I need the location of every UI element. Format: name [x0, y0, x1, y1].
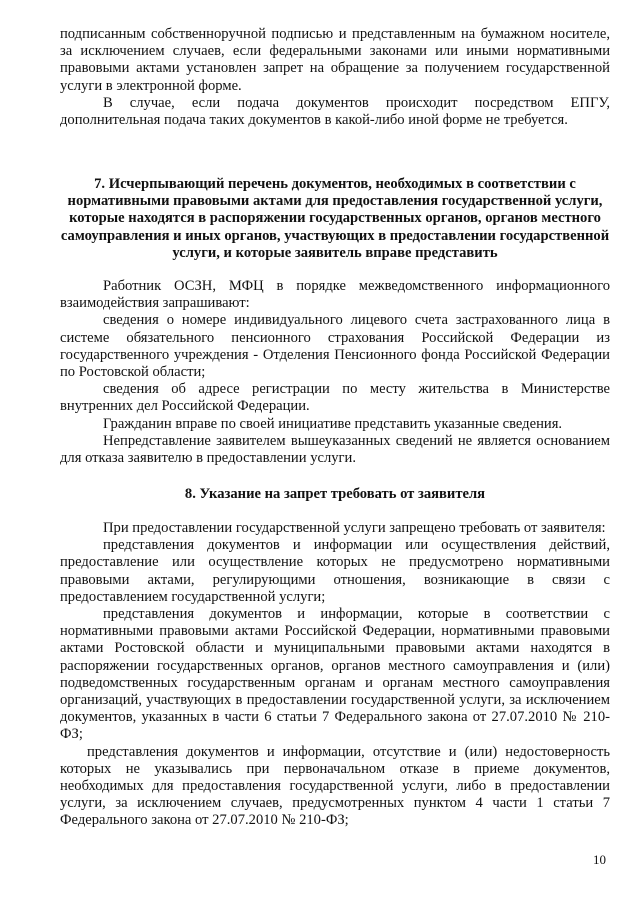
section-7-paragraph-4: Гражданин вправе по своей инициативе представить указанные сведения.	[103, 415, 563, 432]
intro-paragraph-1: подписанным собственноручной подписью и представленным на бумажном носителе, за исключением случаев, если федеральными законами или иными нормативными правовыми актами установлен запрет на обращение за получением государственной услуги в электронной форме.	[60, 26, 610, 94]
section-7-paragraph-5: Непредставление заявителем вышеуказанных сведений не является основанием для отказа заявителю в предоставлении услуги.	[60, 432, 610, 467]
intro-text	[60, 26, 610, 129]
section-7-heading: 7. Исчерпывающий перечень документов, необходимых в соответствии с нормативными правовыми актами для предоставления государственной услуги, которые находятся в распоряжении государственных органов, органов местного самоуправления и иных органов, участвующих в предоставлении государственной услуги, и которые заявитель вправе представить	[60, 176, 610, 261]
section-8-paragraph-4: представления документов и информации, отсутствие и (или) недостоверность которых не указывались при первоначальном отказе в приеме документов, необходимых для предоставления государственной услуги, либо в предоставлении услуги, за исключением случаев, предусмотренных пунктом 4 части 1 статьи 7 Федерального закона от 27.07.2010 № 210-ФЗ;	[60, 743, 610, 829]
section-8-body	[60, 520, 610, 830]
page-number: 10	[593, 852, 606, 867]
section-8-paragraph-3: представления документов и информации, которые в соответствии с нормативными правовыми актами Российской Федерации, нормативными правовыми актами Ростовской области и муниципальными правовыми актами находятся в распоряжении государственных органов, органов местного самоуправления и (или) подведомственных государственным органам и органам местного самоуправления организаций, участвующих в предоставлении государственной услуги, за исключением документов, указанных в части 6 статьи 7 Федерального закона от 27.07.2010 № 210-ФЗ;	[60, 606, 610, 743]
section-8-heading: 8. Указание на запрет требовать от заявителя	[184, 486, 486, 502]
section-8-paragraph-2: представления документов и информации или осуществления действий, предоставление или осуществление которых не предусмотрено нормативными правовыми актами, регулирующими отношения, возникающие в связи с предоставлением государственной услуги;	[60, 537, 610, 605]
section-8-paragraph-1: При предоставлении государственной услуги запрещено требовать от заявителя:	[103, 520, 606, 536]
intro-paragraph-2: В случае, если подача документов происходит посредством ЕПГУ, дополнительная подача таких документов в какой-либо иной форме не требуется.	[60, 94, 610, 129]
section-7-paragraph-3: сведения об адресе регистрации по месту жительства в Министерстве внутренних дел Российской Федерации.	[60, 381, 610, 415]
section-7-paragraph-1: Работник ОСЗН, МФЦ в порядке межведомственного информационного взаимодействия запрашивают:	[60, 278, 610, 312]
section-7-paragraph-2: сведения о номере индивидуального лицевого счета застрахованного лица в системе обязательного пенсионного страхования Российской Федерации из государственного учреждения - Отделения Пенсионного фонда Российской Федерации по Ростовской области;	[60, 312, 610, 381]
section-7-body	[60, 278, 610, 467]
